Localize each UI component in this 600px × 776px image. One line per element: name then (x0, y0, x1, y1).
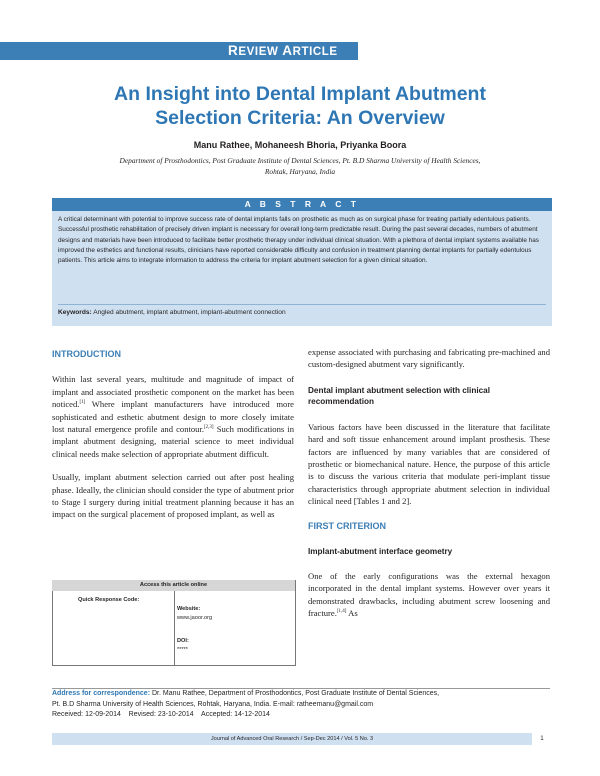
section-heading-introduction: INTRODUCTION (52, 349, 121, 359)
abstract-divider (58, 304, 546, 305)
journal-citation: Journal of Advanced Oral Research / Sep-Dec 2014 / Vol. 5 No. 3 (210, 736, 374, 742)
section-heading-first-criterion: FIRST CRITERION (308, 520, 386, 531)
abstract-text: A critical determinant with potential to improve success rate of dental implants falls on prosthetic as much as on surgical phase for treating partially edentulous patients. Successful prosthetic rehabilitation of precisely driven implant is necessary for overall long-term predictable result. During the past several decades, numbers of abutment designs and materials have been introduced to facilitate better prosthetic therapy under individual clinical situation. With a plethora of dental implant systems available has improved the esthetics and functional results, clinicians have reported considerable difficulty and confusion in treatment planning dental implants for partially edentulous patients. This article aims to integrate information to address the criteria for implant abutment selection for a given clinical situation. (58, 216, 539, 265)
intro-paragraph-2: Usually, implant abutment selection carried out after post healing phase. Ideally, the clinician should consider the type of abutment prior to Stage I surgery during initial treatment planning because it has an impact on the surgical placement of proposed implant, as well as (52, 472, 294, 520)
body-paragraph: expense associated with purchasing and fabricating pre-machined and custom-designed abutment vary significantly. (308, 347, 550, 370)
doi-value: ***** (177, 647, 188, 653)
citation-ref[interactable]: [1] (79, 400, 86, 406)
intro-paragraph-1: Within last several years, multitude and magnitude of impact of implant and associated prosthetic component on the market has been noticed.[1] Where implant manufacturers have introduced more sophisticated and esthetic abutment design to more closely imitate lost natural emergence profile and contour.[2,3] Such modifications in implant abutment designing, material science to meet individual clinical needs make selection of appropriate abutment difficult. (52, 374, 294, 459)
keywords: Keywords: Angled abutment, implant abutment, implant-abutment connection (58, 309, 286, 316)
affiliation: Department of Prosthodontics, Post Graduate Institute of Dental Sciences, Pt. B.D Sharma University of Health Sciences, Rohtak, Haryana, India (119, 156, 481, 176)
abstract-heading: A B S T R A C T (244, 199, 360, 209)
qr-code-label: Quick Response Code: (78, 597, 140, 603)
left-column (52, 348, 294, 532)
article-title: An Insight into Dental Implant Abutment Selection Criteria: An Overview (114, 83, 486, 129)
subsection-heading-abutment-selection: Dental implant abutment selection with clinical recommendation (308, 385, 490, 406)
author-list: Manu Rathee, Mohaneesh Bhoria, Priyanka Boora (193, 140, 407, 150)
section-type-label: REVIEW ARTICLE (228, 43, 338, 58)
subsection-heading-interface-geometry: Implant-abutment interface geometry (308, 547, 453, 557)
article-dates: Received: 12-09-2014 Revised: 23-10-2014 Accepted: 14-12-2014 (52, 711, 270, 718)
citation-ref[interactable]: [2,3] (204, 425, 214, 431)
doi-label: DOI: (177, 638, 189, 644)
body-paragraph: One of the early configurations was the external hexagon incorporated in the dental implant systems. However over years it demonstrated drawbacks, including abutment screw loosening and fracture.[1,4] As (308, 571, 550, 619)
website-link[interactable]: www.jaoor.org (177, 615, 213, 621)
website-label: Website: (177, 606, 201, 612)
citation-ref[interactable]: [1,4] (336, 609, 347, 615)
page-number: 1 (540, 735, 544, 742)
right-column (308, 346, 550, 631)
correspondence-address: Address for correspondence: Dr. Manu Rathee, Department of Prosthodontics, Post Graduate Institute of Dental Sciences, Pt. B.D Sharma University of Health Sciences, Rohtak, Haryana, India. E-mail: ratheemanu@gmail.com Received: 12-09-2014 Revised: 23-10-2014 Accepted: 14-12-2014 (52, 689, 552, 721)
body-paragraph: Various factors have been discussed in the literature that facilitate hard and soft tissue enhancement around implant prosthesis. These factors are influenced by many variables that are considered of prosthetic or biomechanical nature. Hence, the purpose of this article is to discuss the various criteria that modulate peri-implant tissue characteristics through appropriate abutment selection in individual clinical need [Tables 1 and 2]. (308, 421, 550, 507)
access-box-heading: Access this article online (52, 580, 295, 591)
